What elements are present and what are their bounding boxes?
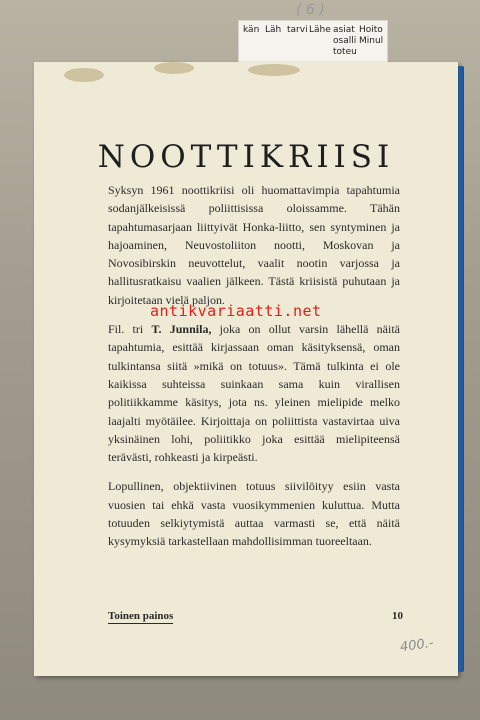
pencil-mark-top: ( 6 ) — [296, 2, 325, 18]
slip-word: tarvi — [287, 25, 308, 35]
slip-word: Läh — [265, 25, 282, 35]
blurb-paragraph — [108, 320, 400, 466]
slip-word: kän — [243, 25, 260, 35]
book-back-cover — [34, 62, 458, 676]
blurb-paragraph — [108, 181, 400, 309]
blurb-text — [108, 181, 400, 551]
slip-word: Lähe — [309, 25, 331, 35]
pencil-price-mark: 400.- — [399, 635, 435, 656]
edition-label: Toinen painos — [108, 610, 174, 622]
slip-word: asiat — [333, 25, 355, 35]
slip-word: osalli — [333, 36, 357, 46]
blurb-paragraph — [108, 477, 400, 550]
foxing-stain — [248, 64, 300, 76]
slip-word: Hoito — [359, 25, 383, 35]
price-code: 10 — [392, 610, 403, 622]
slip-word: Minul — [359, 36, 384, 46]
blurb-text-run: Lopullinen, objektiivinen totuus siivilöityy esiin vasta vuosien tai ehkä vasta vuosikymmenien kuluttua. Mutta totuuden selkiytymistä auttaa varmasti se, että näitä kysymyksiä tarkastellaan mahdollisimman tuoreeltaan. — [108, 479, 400, 549]
author-name: T. Junnila, — [151, 322, 212, 337]
slip-word: toteu — [333, 47, 357, 57]
blurb-text-run: joka on ollut varsin lähellä näitä tapahtumia, esittää kirjassaan oman käsityksensä, oman tulkintansa siitä »mikä on totuus». Tämä tulkinta ei ole kaikissa suhteissa suinkaan sama kuin virallisen politiikkamme käsitys, jota ns. yleinen mielipide melko laajalti myötäilee. Kirjoittaja on poliittista vastavirtaa uiva yksinäinen lohi, poliitikko joka esittää mielipiteensä terävästi, rohkeasti ja kirpeästi. — [108, 322, 400, 465]
foxing-stain — [154, 62, 194, 74]
blurb-text-run: Syksyn 1961 noottikriisi oli huomattavimpia tapahtumia sodanjälkeisissä poliittisissa oloissamme. Tähän tapahtumasarjaan liittyivät Honka-liitto, sen syntyminen ja hajoaminen, Neuvostoliiton nootti, Moskovan ja Novosibirskin neuvottelut, vaalit nootin varjossa ja hallitusratkaisu vaalien jälkeen. Tästä kriisistä puhutaan ja kirjoitetaan vielä paljon. — [108, 183, 400, 307]
blurb-text-run: Fil. tri — [108, 322, 152, 337]
watermark-text: antikvariaatti.net — [150, 302, 322, 320]
foxing-stain — [64, 68, 104, 82]
book-title: NOOTTIKRIISI — [97, 138, 395, 175]
